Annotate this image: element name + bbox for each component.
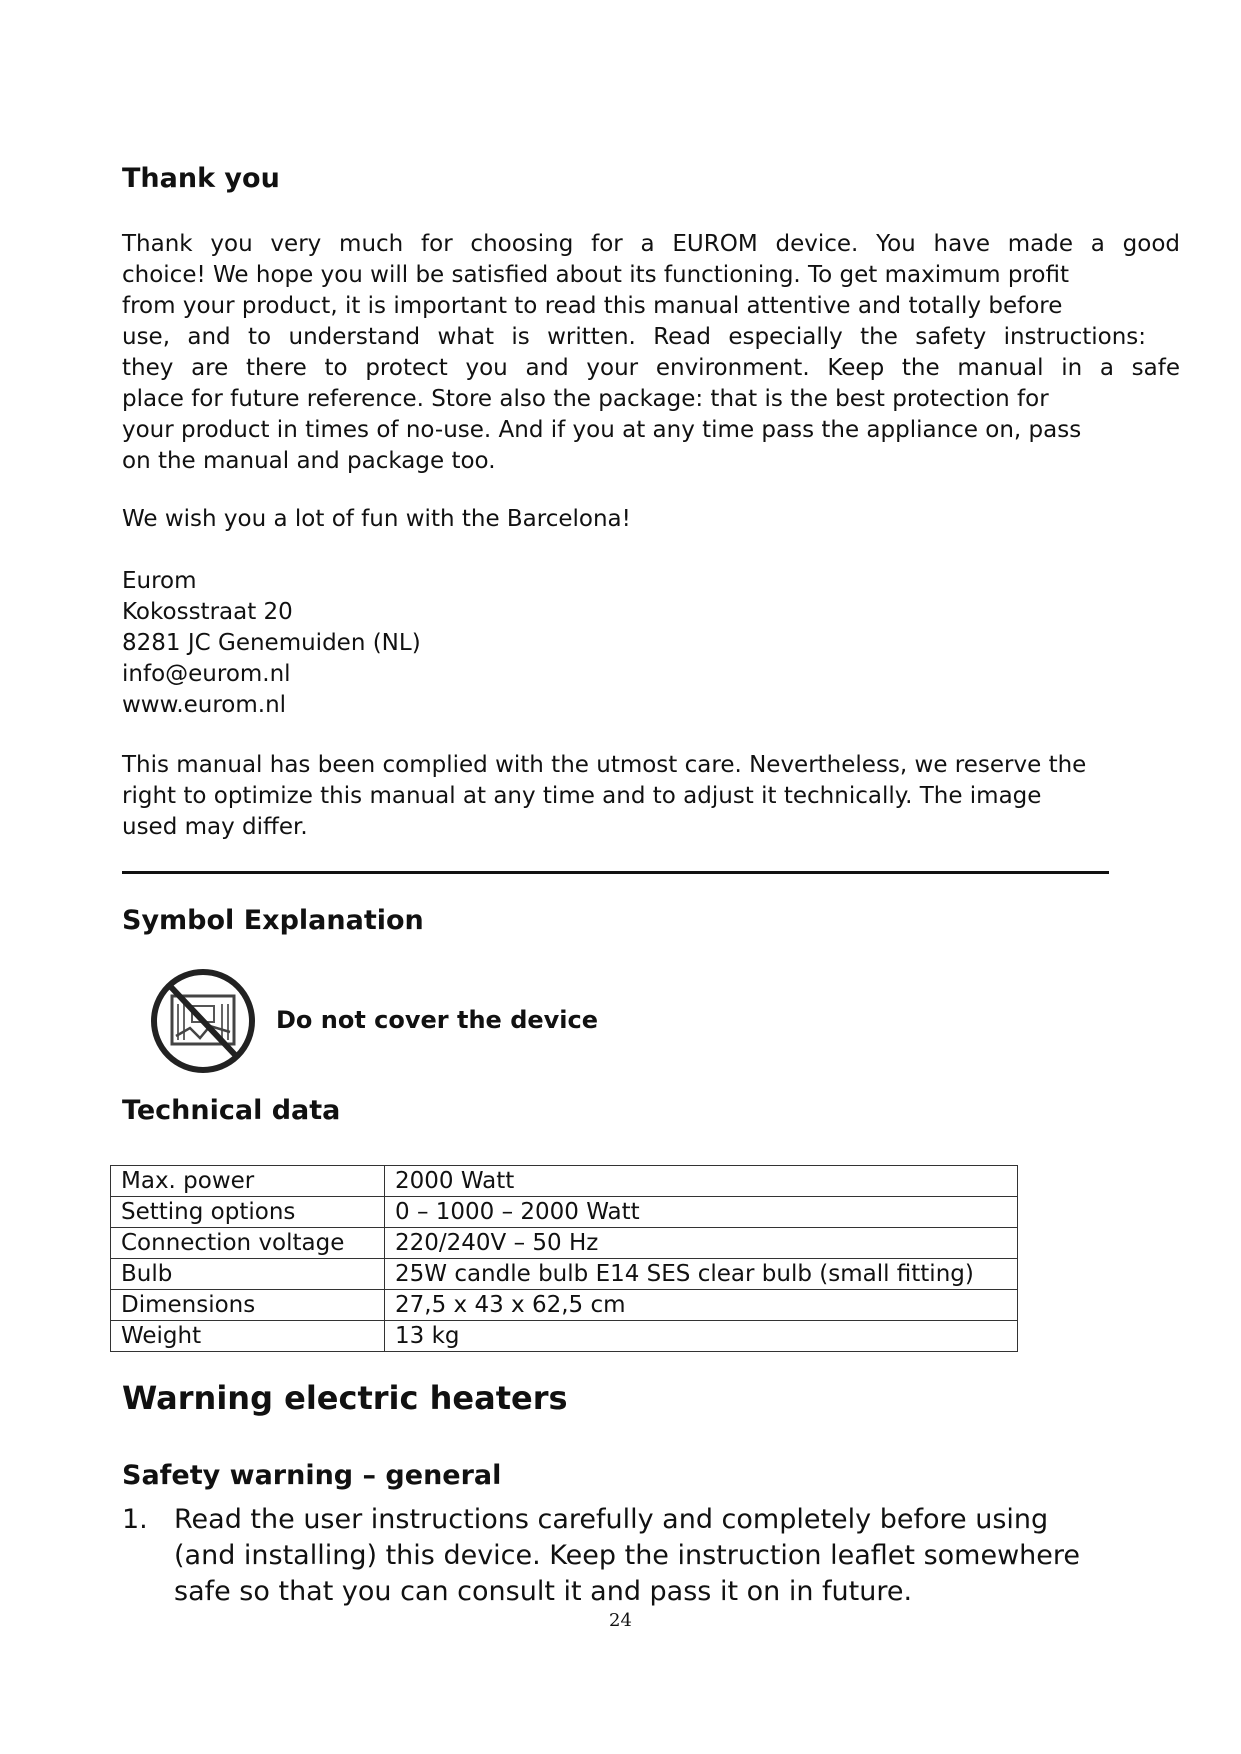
spec-value: 0 – 1000 – 2000 Watt: [385, 1197, 1018, 1228]
city-address: 8281 JC Genemuiden (NL): [122, 630, 421, 656]
symbol-item: [148, 966, 848, 1076]
symbol-label: Do not cover the device: [276, 1006, 599, 1034]
thank-you-heading: Thank you: [122, 163, 280, 194]
disclaimer-paragraph: [122, 750, 1086, 843]
email-link[interactable]: info@eurom.nl: [122, 661, 291, 687]
wish-text: We wish you a lot of fun with the Barcelona!: [122, 506, 631, 532]
disclaimer-line: right to optimize this manual at any time and to adjust it technically. The image: [122, 783, 1042, 809]
intro-paragraph: [122, 229, 1180, 477]
spec-key: Connection voltage: [111, 1228, 385, 1259]
list-item-line: Read the user instructions carefully and completely before using: [174, 1504, 1049, 1535]
technical-data-table: [110, 1165, 1018, 1352]
intro-line: Thank you very much for choosing for a EUROM device. You have made a good: [122, 231, 1180, 257]
list-item-text: [174, 1502, 1080, 1610]
intro-line: use, and to understand what is written. Read especially the safety instructions:: [122, 324, 1146, 350]
technical-data-heading: Technical data: [122, 1095, 341, 1126]
list-item-number: 1.: [122, 1504, 148, 1535]
table-row: [111, 1166, 1018, 1197]
intro-line: choice! We hope you will be satisfied about its functioning. To get maximum profit: [122, 262, 1069, 288]
page-number: 24: [609, 1610, 632, 1631]
spec-key: Max. power: [111, 1166, 385, 1197]
safety-warning-subheading: Safety warning – general: [122, 1460, 502, 1491]
intro-line: on the manual and package too.: [122, 448, 496, 474]
spec-key: Weight: [111, 1321, 385, 1352]
section-divider: [122, 871, 1109, 874]
website-link[interactable]: www.eurom.nl: [122, 692, 287, 718]
disclaimer-line: used may differ.: [122, 814, 308, 840]
table-row: [111, 1290, 1018, 1321]
spec-value: 13 kg: [385, 1321, 1018, 1352]
warning-heading: Warning electric heaters: [122, 1379, 568, 1417]
address-block: [122, 566, 421, 721]
company-name: Eurom: [122, 568, 197, 594]
intro-line: they are there to protect you and your environment. Keep the manual in a safe: [122, 355, 1180, 381]
spec-key: Bulb: [111, 1259, 385, 1290]
table-row: [111, 1259, 1018, 1290]
table-row: [111, 1321, 1018, 1352]
spec-key: Setting options: [111, 1197, 385, 1228]
spec-key: Dimensions: [111, 1290, 385, 1321]
spec-value: 27,5 x 43 x 62,5 cm: [385, 1290, 1018, 1321]
spec-value: 25W candle bulb E14 SES clear bulb (small fitting): [385, 1259, 1018, 1290]
intro-line: your product in times of no-use. And if you at any time pass the appliance on, pass: [122, 417, 1082, 443]
spec-value: 220/240V – 50 Hz: [385, 1228, 1018, 1259]
intro-line: from your product, it is important to read this manual attentive and totally before: [122, 293, 1063, 319]
list-item-line: safe so that you can consult it and pass it on in future.: [174, 1576, 913, 1607]
spec-value: 2000 Watt: [385, 1166, 1018, 1197]
intro-line: place for future reference. Store also the package: that is the best protection for: [122, 386, 1049, 412]
symbol-explanation-heading: Symbol Explanation: [122, 905, 424, 936]
table-row: [111, 1197, 1018, 1228]
table-row: [111, 1228, 1018, 1259]
list-item-line: (and installing) this device. Keep the instruction leaflet somewhere: [174, 1540, 1080, 1571]
do-not-cover-icon: [148, 966, 258, 1076]
street-address: Kokosstraat 20: [122, 599, 293, 625]
disclaimer-line: This manual has been complied with the utmost care. Nevertheless, we reserve the: [122, 752, 1087, 778]
